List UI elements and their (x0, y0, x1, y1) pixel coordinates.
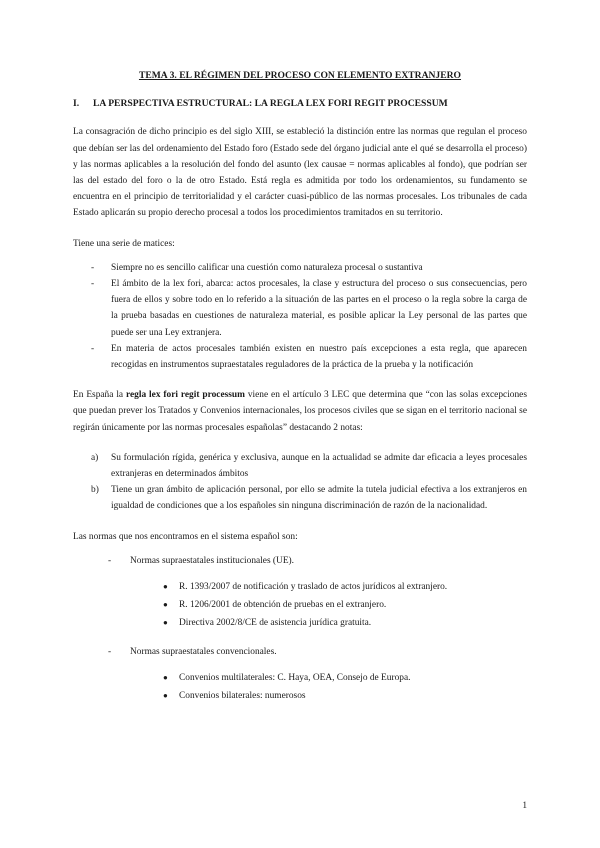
document-title: TEMA 3. EL RÉGIMEN DEL PROCESO CON ELEMENTO EXTRANJERO (138, 70, 462, 81)
list-item (91, 450, 527, 482)
list-item-text: Convenios bilaterales: numerosos (179, 691, 306, 702)
section-number: I. (73, 98, 80, 110)
bullet-icon: ● (163, 582, 168, 592)
spain-paragraph-part1: En España la (73, 390, 126, 401)
section-heading-text: LA PERSPECTIVA ESTRUCTURAL: LA REGLA LEX FORI REGIT PROCESSUM (93, 98, 448, 110)
institucionales-list (73, 579, 527, 632)
list-item-text: Su formulación rígida, genérica y exclusiva, aunque en la actualidad se admite dar eficacia a leyes procesales extranjeras en determinados ámbitos (111, 452, 527, 480)
list-item-text: R. 1393/2007 de notificación y traslado de actos jurídicos al extranjero. (179, 582, 448, 593)
list-item (91, 341, 527, 373)
dash-marker: - (108, 646, 112, 657)
normas-intro: Las normas que nos encontramos en el sistema español son: (73, 531, 298, 542)
bullet-icon: ● (163, 691, 168, 701)
dash-marker: - (108, 555, 112, 566)
spain-paragraph-bold: regla lex fori regit processum (126, 390, 245, 401)
dash-marker: - (91, 343, 95, 354)
bullet-icon: ● (163, 618, 168, 628)
list-item (91, 482, 527, 514)
intro-paragraph: La consagración de dicho principio es del siglo XIII, se estableció la distinción entre las normas que regulan el proceso que debían ser las del ordenamiento del Estado foro (Estado sede del órgano judicial ante el qué se desarrolla el proceso) y las normas aplicables a la resolución del fondo del asunto (lex causae = normas aplicables al fondo), que podrían ser las del estado del foro o la de otro Estado. Está regla es admitida por todo los ordenamientos, su fundamento se encuentra en el principio de territorialidad y el carácter cuasi-público de las normas procesales. Los tribunales de cada Estado aplicarán su propio derecho procesal a todos los procedimientos tramitados en su territorio. (73, 127, 527, 219)
list-item (163, 615, 527, 631)
normas-group-institucionales (108, 553, 527, 569)
letter-marker: a) (91, 452, 99, 463)
list-item (163, 579, 527, 595)
bullet-icon: ● (163, 672, 168, 682)
dash-marker: - (91, 279, 95, 290)
list-item (91, 276, 527, 341)
list-item (163, 670, 527, 686)
notas-list (73, 450, 527, 515)
normas-group-label: Normas supraestatales convencionales. (130, 646, 277, 657)
matices-list (73, 260, 527, 373)
spain-paragraph (73, 387, 527, 436)
page-number: 1 (522, 801, 527, 811)
list-item-text: Convenios multilaterales: C. Haya, OEA, Consejo de Europa. (179, 672, 411, 683)
list-item-text: Tiene un gran ámbito de aplicación personal, por ello se admite la tutela judicial efectiva a los extranjeros en igualdad de condiciones que a los españoles sin ninguna discriminación de razón de la nacionalidad. (111, 485, 527, 512)
list-item-text: Siempre no es sencillo calificar una cuestión como naturaleza procesal o sustantiva (111, 262, 423, 273)
list-item-text: Directiva 2002/8/CE de asistencia jurídica gratuita. (179, 618, 372, 629)
normas-group-convencionales (108, 644, 527, 660)
spain-paragraph-part2: viene en el artículo 3 LEC que determina que “con las solas excepciones que puedan prever los Tratados y Convenios internacionales, los procesos civiles que se sigan en el territorio nacional se regirán únicamente por las normas procesales españolas” destacando 2 notas: (73, 390, 527, 433)
letter-marker: b) (91, 485, 99, 496)
dash-marker: - (91, 262, 95, 273)
list-item (163, 688, 527, 704)
bullet-icon: ● (163, 600, 168, 610)
list-item (91, 260, 527, 276)
normas-group-label: Normas supraestatales institucionales (UE). (130, 555, 295, 566)
section-heading (73, 96, 527, 112)
list-item-text: El ámbito de la lex fori, abarca: actos procesales, la clase y estructura del proceso o sus consecuencias, pero fuera de ellos y sobre todo en lo referido a la situación de las partes en el proceso o la regla sobre la carga de la prueba basadas en cuestiones de naturaleza material, es posible aplicar la Ley personal de las partes que puede ser una Ley extranjera. (111, 279, 527, 338)
list-item-text: En materia de actos procesales también existen en nuestro país excepciones a esta regla, que aparecen recogidas en instrumentos supraestatales reguladores de la práctica de la prueba y la notificación (111, 343, 527, 371)
matices-intro: Tiene una serie de matices: (73, 238, 175, 249)
list-item-text: R. 1206/2001 de obtención de pruebas en el extranjero. (179, 600, 387, 611)
list-item (163, 597, 527, 613)
convencionales-list (73, 670, 527, 704)
